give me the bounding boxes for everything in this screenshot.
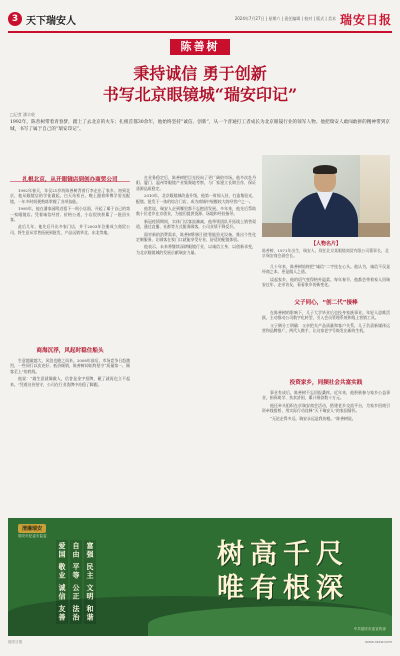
core-values	[56, 540, 96, 624]
person-name-tag: 陈善树	[170, 39, 230, 55]
byline: □记者 潘丰收	[10, 112, 36, 117]
ad-credit: 中共瑞安市委宣传部	[353, 627, 386, 631]
paragraph: 他说：“做生意就像做人，信誉是金字招牌，砸了就再也立不起来。”凭着这份坚守，公司在行业洗牌中站稳了脚跟。	[10, 376, 130, 387]
column-3-top-text	[262, 264, 390, 294]
column-1-lower-text	[10, 358, 130, 508]
headline-line-2: 书写北京眼镜城“瑞安印记”	[102, 85, 298, 104]
paragraph: 几十年来，陈善树始终把“诚信”二字挂在心头。他认为，诚信不仅是经商之本，更是做人之道。	[262, 264, 390, 275]
paragraph: 谈起家乡，他的语气变得格外温柔。每年春节，他都会带着家人回瑞安过年，走亲访友，看看家乡的新变化。	[262, 276, 390, 288]
subheading-4: 投资家乡，同频社会共富实践	[289, 380, 363, 386]
header-rule	[8, 31, 392, 33]
value-column: 富强 民主 文明 和谐	[86, 542, 95, 622]
paragraph: 面对新的消费需求，陈善树积极引进智能验光设备，推出个性化定制服务，让顾客在家门口就能享受专业、舒适的配镜体验。	[136, 231, 256, 243]
paragraph: 2010年，北京眼镜城改造升级，他第一时间入驻，打造集验光、配镜、批发于一体的综合门店，成为商城中规模较大的经营户之一。	[136, 193, 256, 204]
ad-badge: 清廉瑞安	[18, 524, 46, 533]
ad-slogan	[183, 538, 383, 606]
ad-badge-subtitle: 瑞安市纪委市监委	[18, 534, 47, 538]
column-2-text	[136, 175, 256, 509]
paragraph: 生意越做越大，风浪也随之而来。2008年前后，市场竞争日趋激烈，一些同行以次充好、低价倾销，陈善树却始终坚守“质量第一、顾客至上”的底线。	[10, 358, 130, 374]
paragraph: 在业务稳定后，陈善树把目光投向了更广阔的市场。他多次赴丹阳、厦门、温州等眼镜产业集聚地考察，与厂家建立长期合作，保证货源品质稳定。	[136, 175, 256, 191]
issue-meta: 2024年7月27日 | 星期六 | 责任编辑 | 校对 | 版式 | 美术	[234, 16, 336, 21]
subheading-3: 父子同心，“创二代”接棒	[294, 300, 358, 306]
portrait-photo	[262, 155, 390, 237]
headline-line-1: 秉持诚信 勇于创新	[133, 64, 267, 83]
public-service-ad	[8, 518, 392, 636]
paragraph: 他常说，瑞安人走到哪里都不忘抱团发展。多年来，他先后帮助数十位老乡在京创业，为他们提供货源、场地和经验指导。	[136, 206, 256, 217]
column-3-mid-text	[262, 310, 390, 372]
paragraph: 1992年春天，年仅21岁的陈善树背着行李走出了家乡。初到北京，他从眼镜店的学徒做起，白天站柜台，晚上跟着师傅学验光配镜，一年多时间便熟练掌握了各项技能。	[10, 188, 130, 204]
section-name: 天下瑞安人	[26, 15, 76, 27]
column-3-lower-text	[262, 390, 390, 510]
paragraph: 事业有成后，陈善树不忘回报桑梓。近年来，他积极参与家乡公益事业，捐资助学、扶贫济困，累计捐款数十万元。	[262, 390, 390, 401]
value-column: 自由 平等 公正 法治	[72, 542, 81, 622]
value-column: 爱国 敬业 诚信 友善	[58, 542, 67, 622]
subheading-2: 商海沉浮，风起时稳住船头	[36, 348, 104, 354]
page-footer	[8, 640, 392, 645]
paragraph: 父子俩分工明确：父亲把关产品质量和客户关系，儿子负责新媒体运营和品牌推广。两代人携手，让这家老字号焕发出新的生机。	[262, 322, 390, 334]
paragraph: 他还牵头组织在京瑞安商会活动，搭建老乡交流平台，为家乡招商引资牵线搭桥，用实际行动诠释“天下瑞安人”的家国情怀。	[262, 402, 390, 414]
footer-right: www.raxw.com	[365, 640, 392, 644]
paragraph: 在陈善树的影响下，儿子大学毕业后也投身家族事业。年轻人思维活跃，主动推动公司数字化转型，引入会员管理系统和线上营销工具。	[262, 310, 390, 321]
subheading-1: 扎根北京，从开眼镜店到创办商贸公司	[22, 177, 118, 183]
lead-paragraph: 1992年，陈善树带着青春梦，踏上了去北京的火车；扎根首都30余年，他始终坚持“诚信、创新”，从一个普通打工者成长为北京眼镜行业的领军人物。他把瑞安人敢闯敢拼的精神带到京城，书写了属于自己的“瑞安印记”。	[10, 120, 390, 132]
footer-left: 瑞安日报	[8, 640, 23, 644]
newspaper-logo: 瑞安日报	[339, 12, 392, 27]
slogan-line-1: 树高千尺	[217, 539, 349, 570]
paragraph: 此后几年，他先后开出多家门店，并于2003年注册成立商贸公司，将生意从零售拓展到批发，产品远销华北、东北等地。	[10, 224, 130, 235]
paragraph: 新冠疫情期间，实体门店客流骤减，他带领团队开拓线上销售渠道，通过直播、社群等方式服务顾客，公司业绩不降反升。	[136, 218, 256, 230]
paragraph: “无论走得多远，瑞安永远是我的根。”陈善树说。	[270, 415, 356, 421]
photo-caption: 陈善树，1971年出生，瑞安人，现任北京某眼镜商贸有限公司董事长，北京瑞安商会副会长。	[262, 248, 389, 259]
paragraph: 1995年，他在潘家园附近租下一间小店面，开起了属于自己的第一家眼镜店。凭着诚信经营、价格公道，小店很快积累了一批回头客。	[10, 206, 130, 223]
photo-tag: 【人物名片】	[310, 241, 341, 247]
paragraph: 他表示，未来将继续深耕眼镜行业，以诚信立身、以创新求变，为北京眼镜城的发展贡献瑞安力量。	[136, 244, 256, 255]
section-number: 3	[8, 12, 22, 26]
page-header	[8, 8, 392, 30]
column-1-text	[10, 188, 130, 340]
slogan-line-2: 唯有根深	[217, 573, 349, 604]
